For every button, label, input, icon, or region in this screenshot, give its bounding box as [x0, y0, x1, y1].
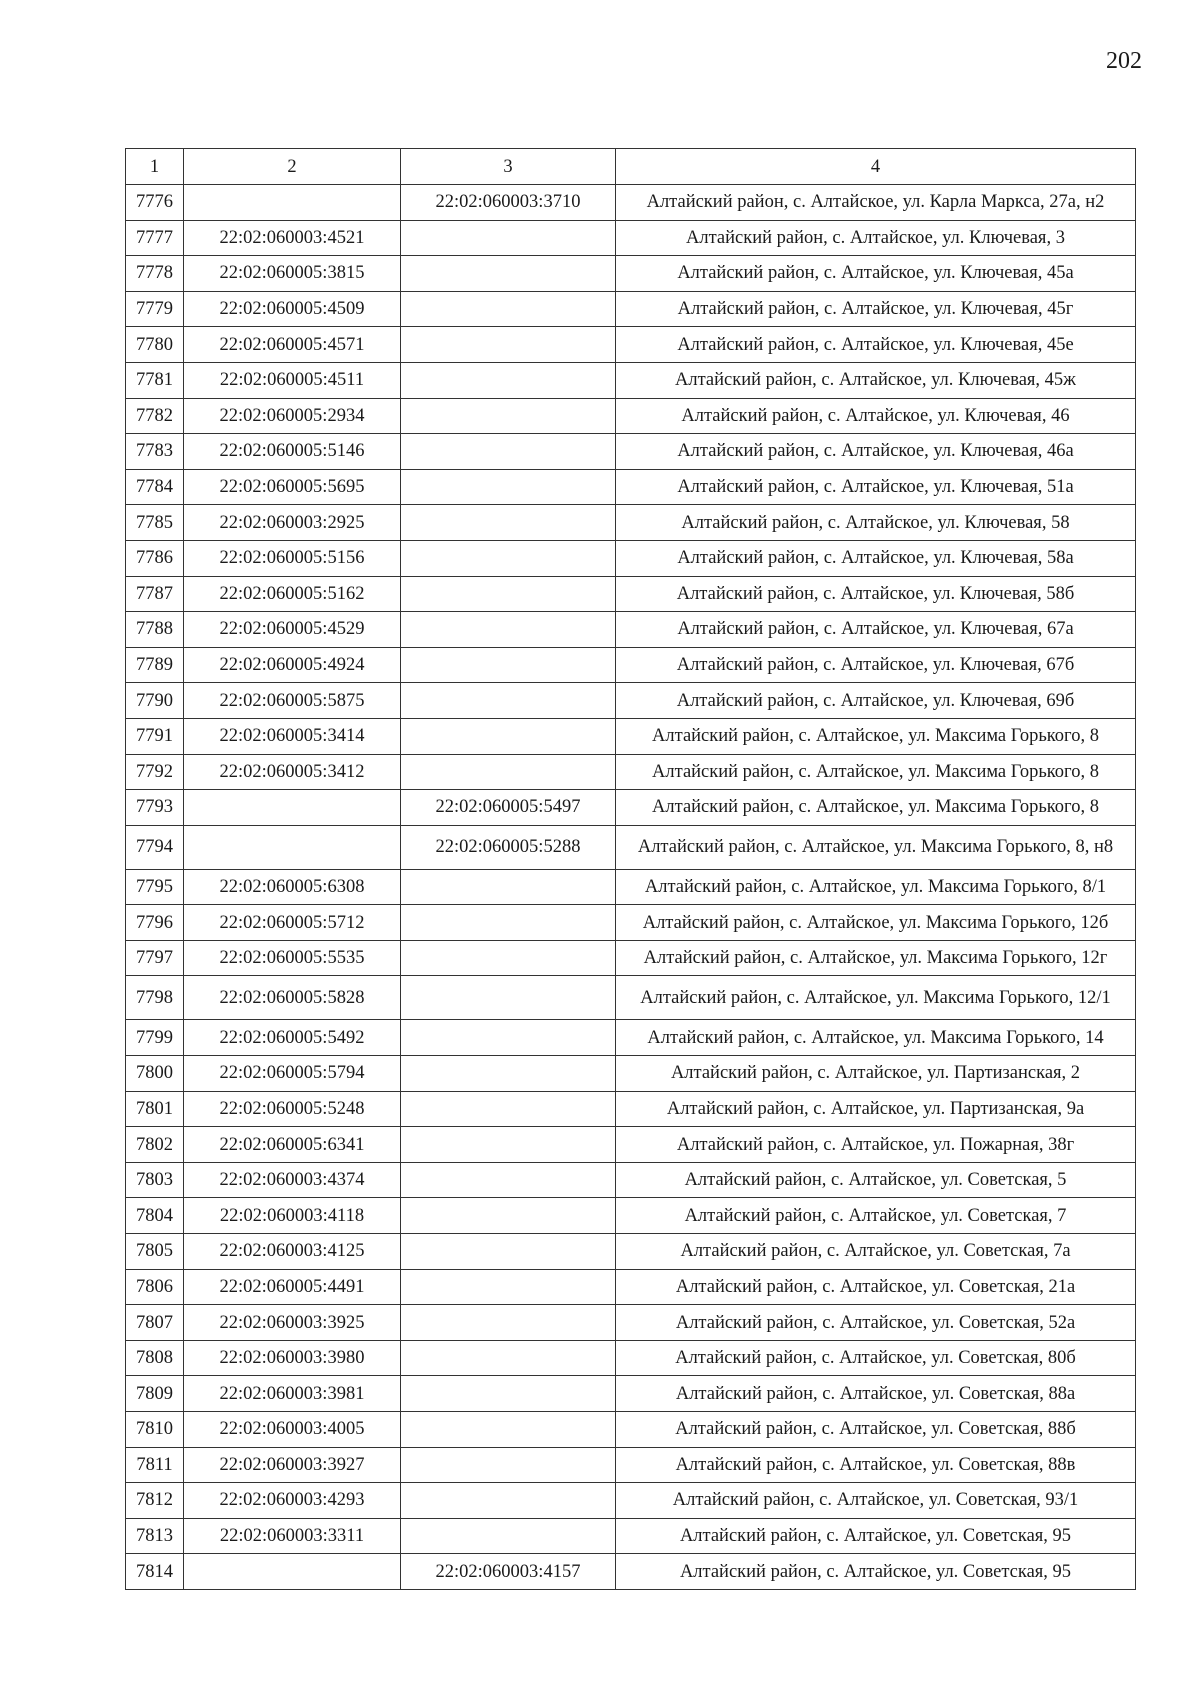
premises-number-cell — [401, 1198, 616, 1234]
row-number-cell: 7806 — [126, 1269, 184, 1305]
row-number-cell: 7814 — [126, 1554, 184, 1590]
cadastral-number-cell: 22:02:060005:5146 — [184, 434, 401, 470]
premises-number-cell — [401, 612, 616, 648]
table-row — [126, 940, 1136, 976]
row-number-cell: 7805 — [126, 1234, 184, 1270]
cadastral-number-cell: 22:02:060005:6308 — [184, 869, 401, 905]
table-row — [126, 1376, 1136, 1412]
address-cell: Алтайский район, с. Алтайское, ул. Максима Горького, 8 — [616, 718, 1136, 754]
address-cell: Алтайский район, с. Алтайское, ул. Максима Горького, 12г — [616, 940, 1136, 976]
page-number: 202 — [1106, 48, 1142, 74]
row-number-cell: 7804 — [126, 1198, 184, 1234]
table-row — [126, 1020, 1136, 1056]
cadastral-number-cell: 22:02:060005:5695 — [184, 469, 401, 505]
cadastral-number-cell: 22:02:060003:4293 — [184, 1483, 401, 1519]
table-row — [126, 1483, 1136, 1519]
premises-number-cell: 22:02:060003:4157 — [401, 1554, 616, 1590]
address-cell: Алтайский район, с. Алтайское, ул. Советская, 95 — [616, 1554, 1136, 1590]
premises-number-cell — [401, 1340, 616, 1376]
address-cell: Алтайский район, с. Алтайское, ул. Карла Маркса, 27а, н2 — [616, 185, 1136, 221]
cadastral-number-cell: 22:02:060003:3980 — [184, 1340, 401, 1376]
premises-number-cell — [401, 576, 616, 612]
row-number-cell: 7797 — [126, 940, 184, 976]
row-number-cell: 7792 — [126, 754, 184, 790]
cadastral-number-cell: 22:02:060005:4529 — [184, 612, 401, 648]
row-number-cell: 7784 — [126, 469, 184, 505]
address-cell: Алтайский район, с. Алтайское, ул. Ключевая, 46 — [616, 398, 1136, 434]
cadastral-number-cell: 22:02:060003:3927 — [184, 1447, 401, 1483]
cadastral-number-cell: 22:02:060005:5492 — [184, 1020, 401, 1056]
cadastral-number-cell: 22:02:060003:4521 — [184, 220, 401, 256]
premises-number-cell — [401, 398, 616, 434]
row-number-cell: 7782 — [126, 398, 184, 434]
row-number-cell: 7796 — [126, 905, 184, 941]
table-row — [126, 469, 1136, 505]
row-number-cell: 7781 — [126, 362, 184, 398]
table-row — [126, 1198, 1136, 1234]
premises-number-cell — [401, 362, 616, 398]
premises-number-cell — [401, 256, 616, 292]
table-row — [126, 434, 1136, 470]
address-cell: Алтайский район, с. Алтайское, ул. Максима Горького, 12б — [616, 905, 1136, 941]
address-cell: Алтайский район, с. Алтайское, ул. Ключевая, 3 — [616, 220, 1136, 256]
premises-number-cell — [401, 1376, 616, 1412]
cadastral-number-cell: 22:02:060005:5794 — [184, 1056, 401, 1092]
row-number-cell: 7811 — [126, 1447, 184, 1483]
address-cell: Алтайский район, с. Алтайское, ул. Максима Горького, 8 — [616, 790, 1136, 826]
row-number-cell: 7807 — [126, 1305, 184, 1341]
address-cell: Алтайский район, с. Алтайское, ул. Ключевая, 67б — [616, 647, 1136, 683]
header-col-1: 1 — [126, 149, 184, 185]
header-col-3: 3 — [401, 149, 616, 185]
address-cell: Алтайский район, с. Алтайское, ул. Советская, 21а — [616, 1269, 1136, 1305]
cadastral-number-cell: 22:02:060005:4511 — [184, 362, 401, 398]
table-row — [126, 869, 1136, 905]
premises-number-cell: 22:02:060005:5497 — [401, 790, 616, 826]
table-row — [126, 327, 1136, 363]
cadastral-number-cell: 22:02:060005:2934 — [184, 398, 401, 434]
cadastral-number-cell: 22:02:060005:4509 — [184, 291, 401, 327]
address-cell: Алтайский район, с. Алтайское, ул. Пожарная, 38г — [616, 1127, 1136, 1163]
cadastral-number-cell: 22:02:060005:5156 — [184, 540, 401, 576]
row-number-cell: 7793 — [126, 790, 184, 826]
cadastral-number-cell: 22:02:060005:5712 — [184, 905, 401, 941]
cadastral-number-cell: 22:02:060005:5535 — [184, 940, 401, 976]
cadastral-number-cell: 22:02:060005:6341 — [184, 1127, 401, 1163]
table-row — [126, 220, 1136, 256]
table-row — [126, 291, 1136, 327]
row-number-cell: 7809 — [126, 1376, 184, 1412]
premises-number-cell — [401, 905, 616, 941]
row-number-cell: 7780 — [126, 327, 184, 363]
row-number-cell: 7812 — [126, 1483, 184, 1519]
cadastral-number-cell: 22:02:060003:4005 — [184, 1412, 401, 1448]
header-row — [126, 149, 1136, 185]
address-cell: Алтайский район, с. Алтайское, ул. Максима Горького, 8, н8 — [616, 825, 1136, 869]
premises-number-cell — [401, 1483, 616, 1519]
table-row — [126, 683, 1136, 719]
table-row — [126, 576, 1136, 612]
table-row — [126, 790, 1136, 826]
address-cell: Алтайский район, с. Алтайское, ул. Ключевая, 45г — [616, 291, 1136, 327]
premises-number-cell — [401, 505, 616, 541]
table-row — [126, 1127, 1136, 1163]
cadastral-number-cell — [184, 790, 401, 826]
address-cell: Алтайский район, с. Алтайское, ул. Партизанская, 2 — [616, 1056, 1136, 1092]
table-row — [126, 754, 1136, 790]
table-row — [126, 1056, 1136, 1092]
premises-number-cell — [401, 1305, 616, 1341]
cadastral-number-cell: 22:02:060005:4491 — [184, 1269, 401, 1305]
header-col-2: 2 — [184, 149, 401, 185]
row-number-cell: 7790 — [126, 683, 184, 719]
address-cell: Алтайский район, с. Алтайское, ул. Советская, 95 — [616, 1518, 1136, 1554]
address-cell: Алтайский район, с. Алтайское, ул. Советская, 5 — [616, 1162, 1136, 1198]
premises-number-cell — [401, 220, 616, 256]
cadastral-number-cell: 22:02:060005:5162 — [184, 576, 401, 612]
address-cell: Алтайский район, с. Алтайское, ул. Ключевая, 58а — [616, 540, 1136, 576]
address-cell: Алтайский район, с. Алтайское, ул. Советская, 52а — [616, 1305, 1136, 1341]
premises-number-cell — [401, 1091, 616, 1127]
cadastral-number-cell: 22:02:060003:2925 — [184, 505, 401, 541]
cadastral-number-cell: 22:02:060003:4125 — [184, 1234, 401, 1270]
table-row — [126, 1554, 1136, 1590]
cadastral-number-cell: 22:02:060003:3311 — [184, 1518, 401, 1554]
cadastral-number-cell — [184, 185, 401, 221]
cadastral-number-cell: 22:02:060003:3925 — [184, 1305, 401, 1341]
table-row — [126, 1340, 1136, 1376]
address-cell: Алтайский район, с. Алтайское, ул. Ключевая, 45ж — [616, 362, 1136, 398]
cadastral-number-cell: 22:02:060003:3981 — [184, 1376, 401, 1412]
premises-number-cell — [401, 540, 616, 576]
address-cell: Алтайский район, с. Алтайское, ул. Советская, 93/1 — [616, 1483, 1136, 1519]
cadastral-number-cell — [184, 825, 401, 869]
row-number-cell: 7813 — [126, 1518, 184, 1554]
address-cell: Алтайский район, с. Алтайское, ул. Ключевая, 58б — [616, 576, 1136, 612]
premises-number-cell — [401, 1020, 616, 1056]
row-number-cell: 7778 — [126, 256, 184, 292]
address-cell: Алтайский район, с. Алтайское, ул. Ключевая, 51а — [616, 469, 1136, 505]
table-row — [126, 825, 1136, 869]
row-number-cell: 7788 — [126, 612, 184, 648]
table-row — [126, 1305, 1136, 1341]
table-row — [126, 718, 1136, 754]
row-number-cell: 7810 — [126, 1412, 184, 1448]
table-row — [126, 1091, 1136, 1127]
address-cell: Алтайский район, с. Алтайское, ул. Советская, 80б — [616, 1340, 1136, 1376]
row-number-cell: 7787 — [126, 576, 184, 612]
premises-number-cell — [401, 869, 616, 905]
row-number-cell: 7785 — [126, 505, 184, 541]
table-row — [126, 612, 1136, 648]
table-row — [126, 905, 1136, 941]
table-row — [126, 1412, 1136, 1448]
table-row — [126, 976, 1136, 1020]
row-number-cell: 7803 — [126, 1162, 184, 1198]
cadastral-number-cell: 22:02:060005:5248 — [184, 1091, 401, 1127]
premises-number-cell — [401, 1412, 616, 1448]
premises-number-cell — [401, 940, 616, 976]
premises-number-cell: 22:02:060005:5288 — [401, 825, 616, 869]
table-row — [126, 398, 1136, 434]
header-col-4: 4 — [616, 149, 1136, 185]
cadastral-number-cell: 22:02:060005:5875 — [184, 683, 401, 719]
table-row — [126, 1518, 1136, 1554]
premises-number-cell — [401, 469, 616, 505]
row-number-cell: 7795 — [126, 869, 184, 905]
row-number-cell: 7801 — [126, 1091, 184, 1127]
row-number-cell: 7789 — [126, 647, 184, 683]
table-row — [126, 540, 1136, 576]
table-row — [126, 1234, 1136, 1270]
premises-number-cell — [401, 1056, 616, 1092]
address-cell: Алтайский район, с. Алтайское, ул. Максима Горького, 12/1 — [616, 976, 1136, 1020]
row-number-cell: 7776 — [126, 185, 184, 221]
premises-number-cell — [401, 1162, 616, 1198]
address-cell: Алтайский район, с. Алтайское, ул. Ключевая, 45е — [616, 327, 1136, 363]
address-cell: Алтайский район, с. Алтайское, ул. Советская, 88а — [616, 1376, 1136, 1412]
row-number-cell: 7794 — [126, 825, 184, 869]
address-cell: Алтайский район, с. Алтайское, ул. Советская, 88в — [616, 1447, 1136, 1483]
table-row — [126, 185, 1136, 221]
row-number-cell: 7777 — [126, 220, 184, 256]
address-cell: Алтайский район, с. Алтайское, ул. Максима Горького, 14 — [616, 1020, 1136, 1056]
table-row — [126, 256, 1136, 292]
premises-number-cell — [401, 1127, 616, 1163]
table-row — [126, 1269, 1136, 1305]
premises-number-cell — [401, 327, 616, 363]
premises-number-cell — [401, 683, 616, 719]
premises-number-cell — [401, 754, 616, 790]
cadastral-number-cell: 22:02:060005:4571 — [184, 327, 401, 363]
address-cell: Алтайский район, с. Алтайское, ул. Партизанская, 9а — [616, 1091, 1136, 1127]
cadastral-number-cell: 22:02:060005:3412 — [184, 754, 401, 790]
cadastral-number-cell: 22:02:060005:3414 — [184, 718, 401, 754]
address-cell: Алтайский район, с. Алтайское, ул. Ключевая, 69б — [616, 683, 1136, 719]
cadastral-number-cell — [184, 1554, 401, 1590]
cadastral-number-cell: 22:02:060005:4924 — [184, 647, 401, 683]
row-number-cell: 7800 — [126, 1056, 184, 1092]
premises-number-cell — [401, 718, 616, 754]
row-number-cell: 7783 — [126, 434, 184, 470]
address-cell: Алтайский район, с. Алтайское, ул. Максима Горького, 8 — [616, 754, 1136, 790]
address-cell: Алтайский район, с. Алтайское, ул. Советская, 7 — [616, 1198, 1136, 1234]
row-number-cell: 7786 — [126, 540, 184, 576]
row-number-cell: 7791 — [126, 718, 184, 754]
cadastral-number-cell: 22:02:060005:5828 — [184, 976, 401, 1020]
premises-number-cell — [401, 1269, 616, 1305]
address-cell: Алтайский район, с. Алтайское, ул. Ключевая, 67а — [616, 612, 1136, 648]
table-row — [126, 1162, 1136, 1198]
row-number-cell: 7799 — [126, 1020, 184, 1056]
premises-number-cell — [401, 647, 616, 683]
table-row — [126, 505, 1136, 541]
table-header — [126, 149, 1136, 185]
premises-number-cell — [401, 1518, 616, 1554]
address-cell: Алтайский район, с. Алтайское, ул. Максима Горького, 8/1 — [616, 869, 1136, 905]
premises-number-cell — [401, 1234, 616, 1270]
table-row — [126, 647, 1136, 683]
premises-number-cell — [401, 976, 616, 1020]
row-number-cell: 7802 — [126, 1127, 184, 1163]
table-body — [126, 185, 1136, 1590]
address-cell: Алтайский район, с. Алтайское, ул. Советская, 88б — [616, 1412, 1136, 1448]
premises-number-cell — [401, 434, 616, 470]
address-cell: Алтайский район, с. Алтайское, ул. Ключевая, 58 — [616, 505, 1136, 541]
premises-number-cell — [401, 1447, 616, 1483]
register-table — [125, 148, 1136, 1590]
cadastral-number-cell: 22:02:060005:3815 — [184, 256, 401, 292]
cadastral-number-cell: 22:02:060003:4118 — [184, 1198, 401, 1234]
table-row — [126, 362, 1136, 398]
address-cell: Алтайский район, с. Алтайское, ул. Ключевая, 46а — [616, 434, 1136, 470]
table-row — [126, 1447, 1136, 1483]
address-cell: Алтайский район, с. Алтайское, ул. Советская, 7а — [616, 1234, 1136, 1270]
premises-number-cell: 22:02:060003:3710 — [401, 185, 616, 221]
premises-number-cell — [401, 291, 616, 327]
row-number-cell: 7808 — [126, 1340, 184, 1376]
cadastral-number-cell: 22:02:060003:4374 — [184, 1162, 401, 1198]
row-number-cell: 7779 — [126, 291, 184, 327]
address-cell: Алтайский район, с. Алтайское, ул. Ключевая, 45а — [616, 256, 1136, 292]
row-number-cell: 7798 — [126, 976, 184, 1020]
